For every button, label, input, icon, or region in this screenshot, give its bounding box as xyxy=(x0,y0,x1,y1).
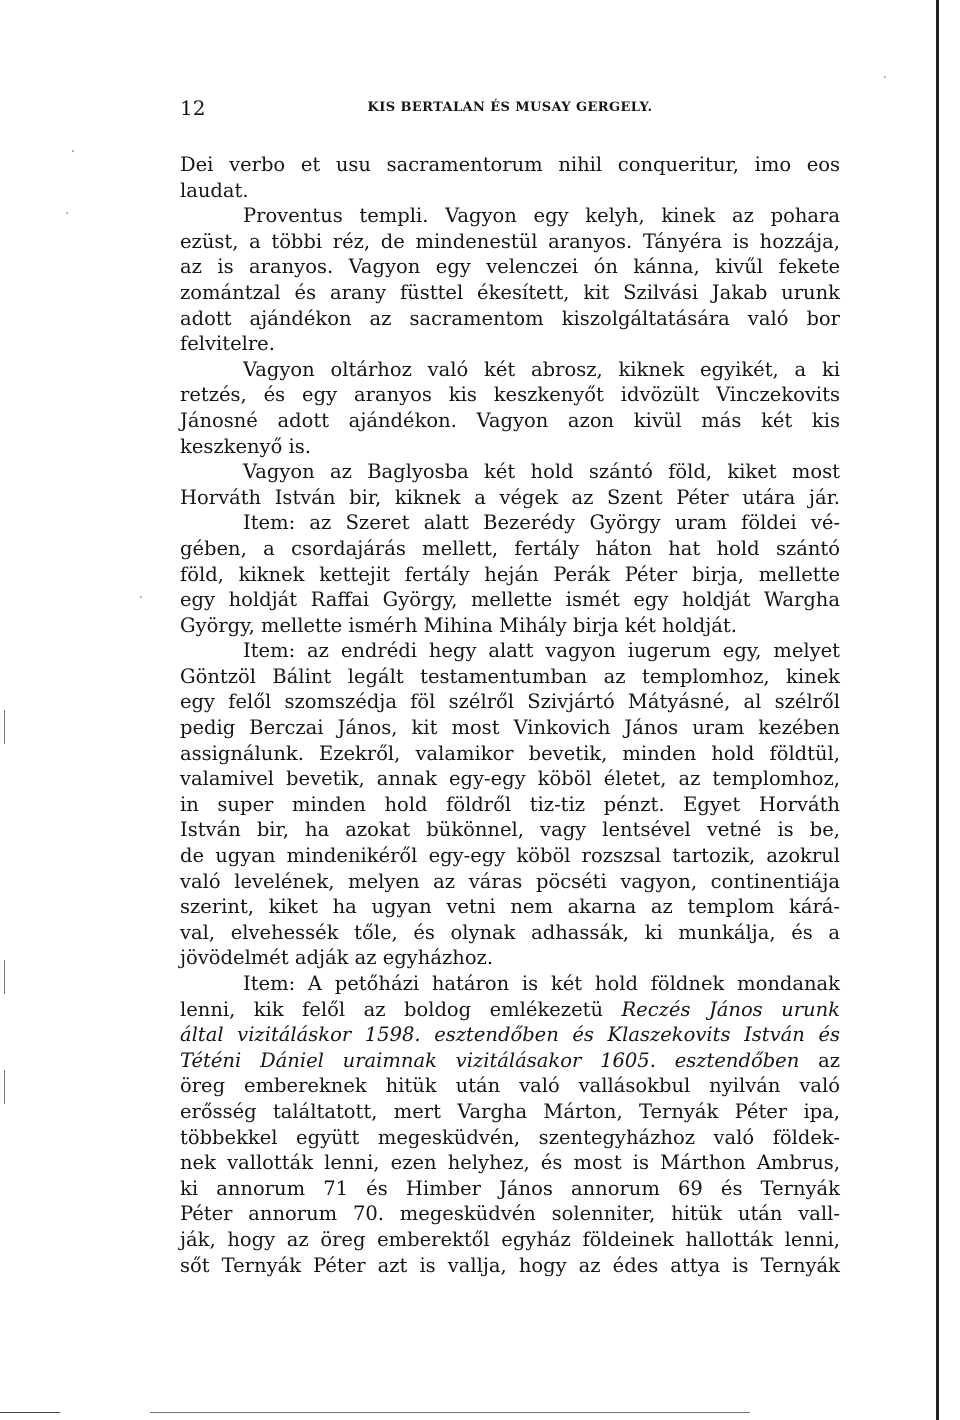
line-text: jövödelmét adják az egyházhoz. xyxy=(180,946,494,970)
text-line xyxy=(180,792,840,818)
line-text: Item: az Szeret alatt Bezerédy György uram földei vé- xyxy=(243,511,840,535)
line-text: többekkel együtt megesküdvén, szentegyházhoz való földek- xyxy=(180,1125,840,1149)
text-line xyxy=(180,229,840,255)
line-text: laudat. xyxy=(180,178,249,202)
line-text: ják, hogy az öreg emberektől egyház földeinek hallották lenni, xyxy=(180,1227,840,1251)
line-text: Proventus templi. Vagyon egy kelyh, kinek az pohara xyxy=(243,204,840,228)
text-line xyxy=(180,971,840,997)
text-line xyxy=(180,306,840,332)
text-line xyxy=(180,178,840,204)
line-text: sőt Ternyák Péter azt is vallja, hogy az édes attya is Ternyák xyxy=(180,1253,840,1277)
line-text: Horváth István bir, kiknek a végek az Szent Péter utára jár. xyxy=(180,485,840,509)
line-text: Péter annorum 70. megesküdvén solenniter, hitük után vall- xyxy=(180,1202,840,1226)
text-line xyxy=(180,587,840,613)
line-text: szerint, kiket ha ugyan vetni nem akarna az templom kárá- xyxy=(180,895,840,919)
text-line xyxy=(180,1176,840,1202)
line-text: egy holdját Raffai György, mellette ismét egy holdját Wargha xyxy=(180,588,840,612)
italic-text: által vizitáláskor 1598. esztendőben és Klaszekovits István és xyxy=(180,1023,840,1047)
line-text: az is aranyos. Vagyon egy velenczei ón kánna, kivűl fekete xyxy=(180,255,840,279)
line-text: keszkenyő is. xyxy=(180,434,311,458)
text-line xyxy=(180,1201,840,1227)
text-line xyxy=(180,945,840,971)
italic-text: Reczés János urunk xyxy=(621,997,840,1021)
running-head: KIS BERTALAN ÉS MUSAY GERGELY. xyxy=(367,100,653,115)
text-line xyxy=(180,1125,840,1151)
text-line xyxy=(180,280,840,306)
text-line xyxy=(180,920,840,946)
text-line xyxy=(180,408,840,434)
text-line xyxy=(180,638,840,664)
text-line xyxy=(180,1022,840,1048)
line-text: nek vallották lenni, ezen helyhez, és most is Márthon Ambrus, xyxy=(180,1151,840,1175)
text-line: Téténi Dániel uraimnak vizitálásakor 1605. esztendőben az xyxy=(180,1048,840,1072)
line-text: Vagyon az Baglyosba két hold szántó föld, kiket most xyxy=(243,460,840,484)
text-line xyxy=(180,562,840,588)
text-line xyxy=(180,843,840,869)
line-text: gében, a csordajárás mellett, fertály háton hat hold szántó xyxy=(180,536,840,560)
text-line xyxy=(180,997,840,1023)
text-line xyxy=(180,1150,840,1176)
text-line xyxy=(180,382,840,408)
text-line xyxy=(180,741,840,767)
line-text: de ugyan mindenikéről egy-egy köböl rozszsal tartozik, azokrul xyxy=(180,844,840,868)
text-line xyxy=(180,613,840,639)
body-text xyxy=(180,152,840,1278)
line-text: való levelének, melyen az váras pöcséti vagyon, continentiája xyxy=(180,869,840,893)
margin-mark xyxy=(4,960,5,994)
text-line xyxy=(180,664,840,690)
binding-edge xyxy=(936,0,939,1420)
line-text: retzés, és egy aranyos kis keszkenyőt idvözült Vinczekovits xyxy=(180,383,840,407)
text-line xyxy=(180,152,840,178)
page-number: 12 xyxy=(180,96,206,120)
margin-mark xyxy=(4,1070,5,1104)
line-text: Jánosné adott ajándékon. Vagyon azon kivül más két kis xyxy=(180,408,840,432)
line-text: Dei verbo et usu sacramentorum nihil conqueritur, imo eos xyxy=(180,153,840,176)
page-header xyxy=(180,96,840,122)
scan-speck xyxy=(884,76,886,78)
text-line xyxy=(180,510,840,536)
line-text: György, mellette isméгh Mihina Mihály birja két holdját. xyxy=(180,613,737,637)
text-line xyxy=(180,894,840,920)
line-text: in super minden hold földről tiz-tiz pénzt. Egyet Horváth xyxy=(180,792,840,816)
text-line xyxy=(180,203,840,229)
line-text: István bir, ha azokat bükönnel, vagy lentsével vetné is be, xyxy=(180,818,840,842)
line-text: pedig Berczai János, kit most Vinkovich János uram kezében xyxy=(180,716,840,740)
scan-speck xyxy=(72,150,74,152)
line-text: val, elvehessék tőle, és olynak adhassák, ki munkálja, és a xyxy=(180,920,840,944)
italic-text: Téténi Dániel uraimnak vizitálásakor 1605. esztendőben xyxy=(180,1048,800,1072)
text-line xyxy=(180,536,840,562)
line-text: Item: A petőházi határon is két hold földnek mondanak xyxy=(243,972,840,995)
line-text: föld, kiknek kettejit fertály heján Perák Péter birja, mellette xyxy=(180,562,840,586)
text-line xyxy=(180,817,840,843)
text-line xyxy=(180,1227,840,1253)
text-line xyxy=(180,485,840,511)
line-text: adott ajándékon az sacramentom kiszolgáltatására való bor xyxy=(180,306,840,330)
line-text: erősség találtatott, mert Vargha Márton, Ternyák Péter ipa, xyxy=(180,1099,840,1123)
text-line xyxy=(180,357,840,383)
text-line xyxy=(180,1073,840,1099)
line-text: valamivel bevetik, annak egy-egy köböl életet, az templomhoz, xyxy=(180,767,840,791)
text-line xyxy=(180,1253,840,1279)
line-text: ezüst, a többi réz, de mindenestül aranyos. Tányéra is hozzája, xyxy=(180,229,840,253)
text-line xyxy=(180,689,840,715)
text-line xyxy=(180,715,840,741)
text-line xyxy=(180,459,840,485)
text-line xyxy=(180,869,840,895)
line-text: assignálunk. Ezekről, valamikor bevetik, minden hold földtül, xyxy=(180,741,840,765)
line-text: ki annorum 71 és Himber János annorum 69 és Ternyák xyxy=(180,1176,840,1200)
line-text: lenni, kik felől az boldog emlékezetü xyxy=(180,997,604,1021)
scan-bottom-edge xyxy=(150,1412,750,1413)
scan-speck xyxy=(66,212,68,214)
line-text: felvitelre. xyxy=(180,332,275,356)
text-line xyxy=(180,331,840,357)
line-text: Vagyon oltárhoz való két abrosz, kiknek egyikét, a ki xyxy=(243,357,840,381)
line-text: zomántzal és arany füsttel ékesített, kit Szilvási Jakab urunk xyxy=(180,280,840,304)
text-line xyxy=(180,766,840,792)
scan-bottom-edge-left xyxy=(0,1412,60,1413)
text-line xyxy=(180,1099,840,1125)
margin-mark xyxy=(4,710,5,744)
line-text: Göntzöl Bálint legált testamentumban az templomhoz, kinek xyxy=(180,664,840,688)
text-line xyxy=(180,434,840,460)
line-text: Item: az endrédi hegy alatt vagyon iugerum egy, melyet xyxy=(243,639,840,663)
line-text: öreg embereknek hitük után való vallásokbul nyilván való xyxy=(180,1074,840,1098)
line-text: egy felől szomszédja föl szélről Szivjártó Mátyásné, al szélről xyxy=(180,690,840,714)
text-line xyxy=(180,254,840,280)
scan-speck xyxy=(140,596,142,598)
